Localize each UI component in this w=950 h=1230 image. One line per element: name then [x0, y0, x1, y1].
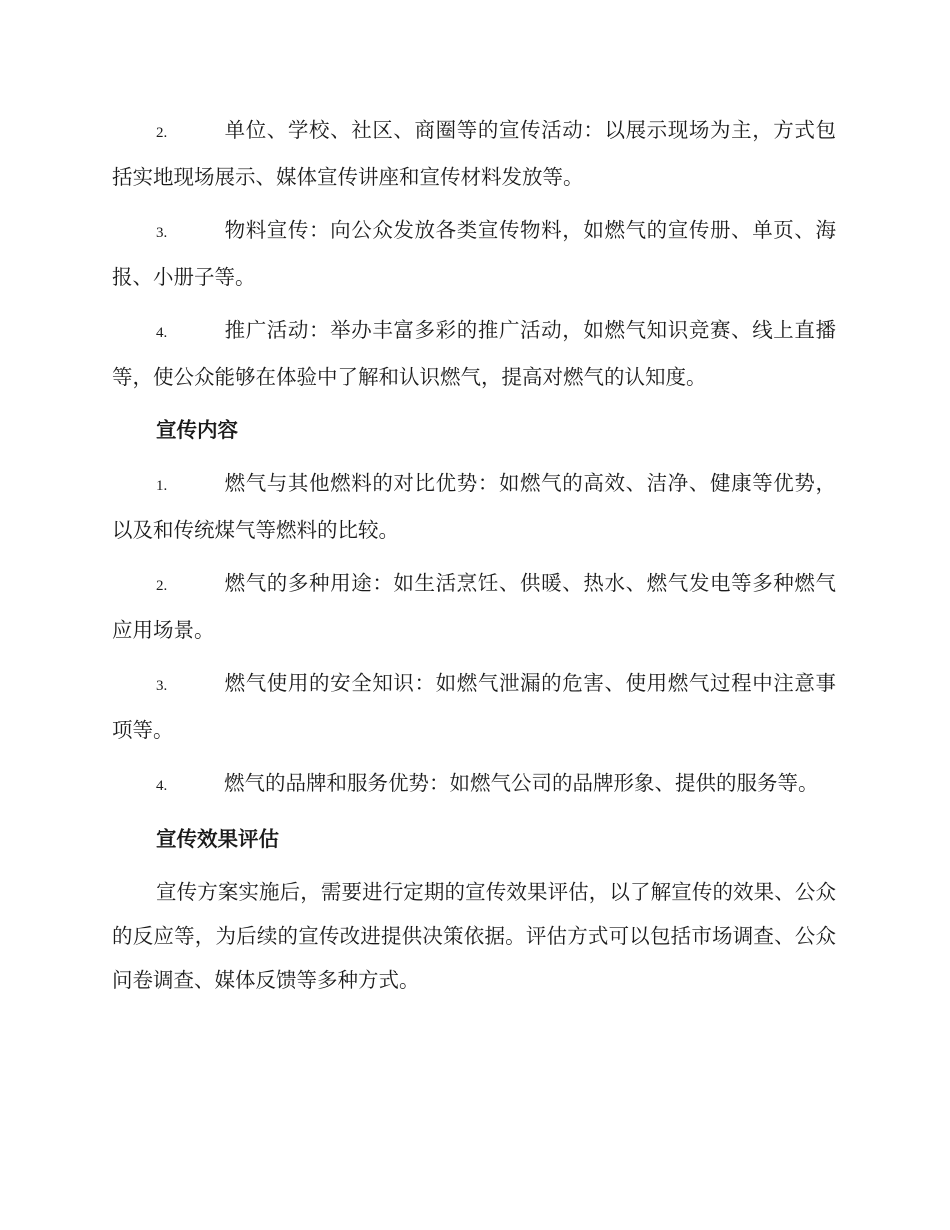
list-text: 推广活动：举办丰富多彩的推广活动，如燃气知识竞赛、线上直播等，使公众能够在体验中了解和认识燃气，提高对燃气的认知度。 [112, 318, 836, 389]
list-item [112, 108, 836, 199]
list-item [112, 461, 836, 552]
list-number: 2. [156, 125, 168, 141]
list-item [112, 561, 836, 652]
list-text: 燃气与其他燃料的对比优势：如燃气的高效、洁净、健康等优势，以及和传统煤气等燃料的比较。 [112, 471, 836, 542]
list-text: 物料宣传：向公众发放各类宣传物料，如燃气的宣传册、单页、海报、小册子等。 [112, 218, 836, 289]
list-item [112, 761, 836, 808]
list-text: 燃气使用的安全知识：如燃气泄漏的危害、使用燃气过程中注意事项等。 [112, 671, 836, 742]
list-text: 燃气的品牌和服务优势：如燃气公司的品牌形象、提供的服务等。 [224, 771, 819, 795]
document-content [112, 108, 836, 1002]
list-item [112, 308, 836, 399]
list-number: 1. [156, 478, 168, 494]
list-item [112, 661, 836, 752]
list-number: 4. [156, 325, 168, 341]
body-paragraph: 宣传方案实施后，需要进行定期的宣传效果评估，以了解宣传的效果、公众的反应等，为后续的宣传改进提供决策依据。评估方式可以包括市场调查、公众问卷调查、媒体反馈等多种方式。 [112, 880, 836, 992]
list-number: 2. [156, 578, 168, 594]
list-item [112, 208, 836, 299]
list-text: 燃气的多种用途：如生活烹饪、供暖、热水、燃气发电等多种燃气应用场景。 [112, 571, 836, 642]
section-heading-evaluation: 宣传效果评估 [156, 827, 279, 851]
list-number: 3. [156, 225, 168, 241]
list-number: 3. [156, 678, 168, 694]
list-text: 单位、学校、社区、商圈等的宣传活动：以展示现场为主，方式包括实地现场展示、媒体宣传讲座和宣传材料发放等。 [112, 118, 836, 189]
list-number: 4. [156, 778, 168, 794]
section-heading-content: 宣传内容 [156, 418, 238, 442]
